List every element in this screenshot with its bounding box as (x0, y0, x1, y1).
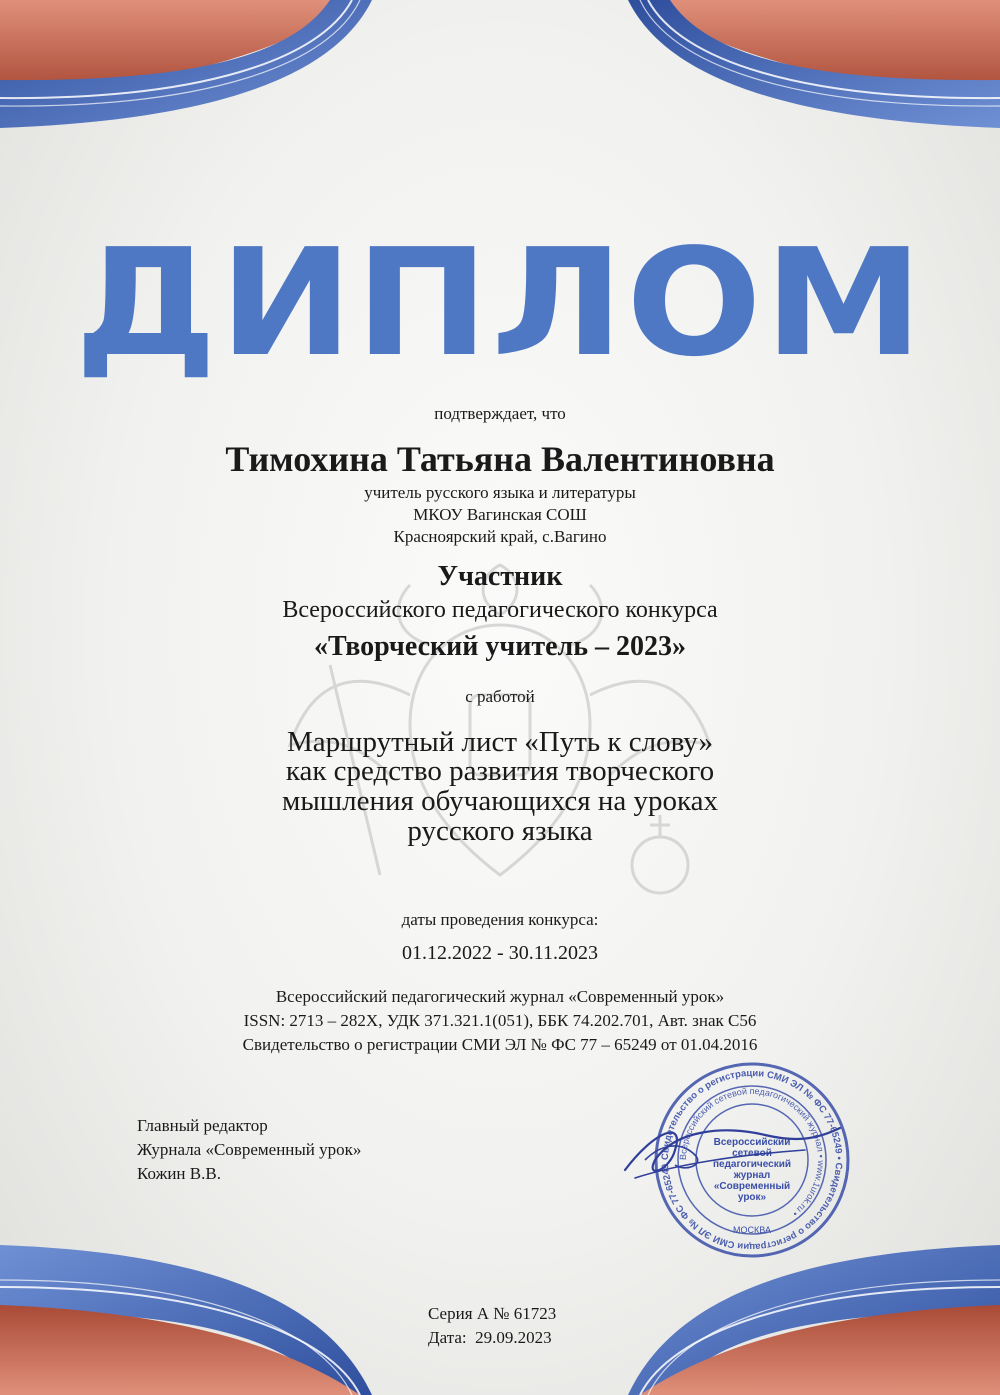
top-ribbon-decoration (0, 0, 1000, 150)
stamp-inner-text: Всероссийский сетевой педагогический журнал • www.1urok.ru • (677, 1085, 827, 1219)
recipient-school: МКОУ Вагинская СОШ (413, 505, 587, 524)
stamp-outer-text: Свидетельство о регистрации СМИ ЭЛ № ФС 77-65249 • Свидетельство о регистрации СМИ ЭЛ № ФС 77-65249 (659, 1067, 845, 1253)
issue-date-row (428, 1328, 552, 1348)
dates-label: даты проведения конкурса: (401, 910, 599, 929)
recipient-name: Тимохина Татьяна Валентиновна (225, 439, 775, 479)
contest-dates: 01.12.2022 - 30.11.2023 (402, 942, 598, 964)
work-title-line: мышления обучающихся на уроках (281, 785, 719, 817)
diploma-title: ДИПЛОМ (74, 217, 926, 389)
stamp-city: МОСКВА (733, 1225, 771, 1235)
editor-journal: Журнала «Современный урок» (137, 1140, 362, 1159)
recipient-position: учитель русского языка и литературы (364, 483, 636, 502)
journal-name: Всероссийский педагогический журнал «Современный урок» (275, 987, 725, 1006)
recipient-location: Красноярский край, с.Вагино (393, 527, 607, 546)
journal-issn: ISSN: 2713 – 282Х, УДК 371.321.1(051), ББК 74.202.701, Авт. знак С56 (243, 1011, 757, 1030)
editor-name: Кожин В.В. (137, 1164, 221, 1183)
work-title-line: Маршрутный лист «Путь к слову» (286, 726, 714, 758)
issue-date: 29.09.2023 (475, 1328, 552, 1347)
journal-registration: Свидетельство о регистрации СМИ ЭЛ № ФС 77 – 65249 от 01.04.2016 (242, 1035, 758, 1054)
stamp-center-line: Всероссийский сетевой (713, 1137, 791, 1159)
editor-title: Главный редактор (137, 1116, 268, 1135)
issue-date-label: Дата: (428, 1328, 467, 1347)
stamp-center-line: педагогический журнал (712, 1159, 792, 1181)
confirms-text: подтверждает, что (434, 404, 566, 423)
contest-description: Всероссийского педагогического конкурса (282, 597, 718, 623)
stamp-center-line: «Современный урок» (713, 1181, 791, 1203)
work-title-line: русского языка (407, 815, 593, 847)
work-title-line: как средство развития творческого (285, 755, 715, 787)
series-number: Серия А № 61723 (428, 1304, 557, 1323)
participant-status: Участник (437, 561, 563, 592)
contest-name: «Творческий учитель – 2023» (313, 631, 687, 662)
with-work-text: с работой (465, 687, 535, 706)
editor-signature (615, 1110, 845, 1190)
